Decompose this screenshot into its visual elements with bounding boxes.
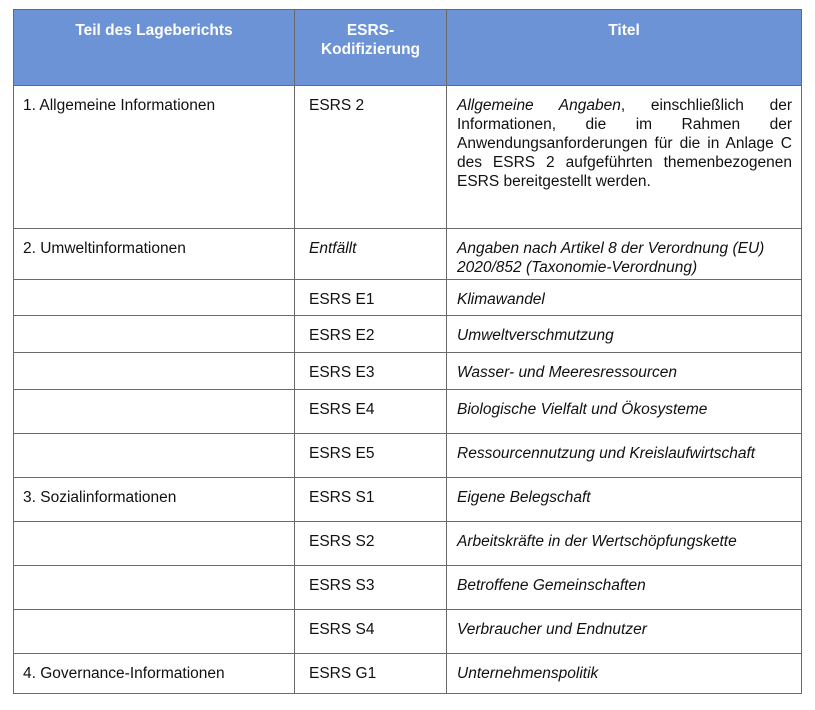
cell-part [14, 434, 295, 478]
table-row [14, 390, 802, 434]
cell-title: Verbraucher und Endnutzer [447, 610, 802, 654]
cell-code: ESRS 2 [295, 86, 447, 229]
cell-part [14, 353, 295, 390]
cell-title [447, 86, 802, 229]
cell-code: ESRS S3 [295, 566, 447, 610]
cell-code: ESRS G1 [295, 654, 447, 694]
header-code: ESRS- Kodifizierung [295, 10, 447, 86]
cell-title: Eigene Belegschaft [447, 478, 802, 522]
cell-title: Ressourcennutzung und Kreislaufwirtschaft [447, 434, 802, 478]
cell-part [14, 610, 295, 654]
cell-part [14, 566, 295, 610]
cell-code: ESRS E4 [295, 390, 447, 434]
cell-part [14, 390, 295, 434]
cell-title: Umweltverschmutzung [447, 316, 802, 353]
table-row [14, 522, 802, 566]
header-title: Titel [447, 10, 802, 86]
table-row [14, 434, 802, 478]
table-row [14, 654, 802, 694]
cell-code: ESRS S2 [295, 522, 447, 566]
cell-code: ESRS E2 [295, 316, 447, 353]
cell-part [14, 522, 295, 566]
cell-title: Angaben nach Artikel 8 der Verordnung (EU) 2020/852 (Taxonomie-Verordnung) [447, 229, 802, 280]
table-row [14, 280, 802, 316]
cell-title-italic: Allgemeine Angaben [457, 97, 621, 114]
cell-part [14, 316, 295, 353]
table-header-row [14, 10, 802, 86]
cell-code: Entfällt [295, 229, 447, 280]
cell-code: ESRS S1 [295, 478, 447, 522]
cell-title: Arbeitskräfte in der Wertschöpfungskette [447, 522, 802, 566]
cell-title-rest: , einschließlich der Informationen, die im Rahmen der Anwendungsanforderungen für die in Anlage C des ESRS 2 aufgeführten themenbezogenen ESRS bereitgestellt werden. [457, 97, 793, 190]
esrs-table [13, 9, 802, 694]
cell-part: 2. Umweltinformationen [14, 229, 295, 280]
cell-part: 3. Sozialinformationen [14, 478, 295, 522]
header-part: Teil des Lageberichts [14, 10, 295, 86]
cell-part: 1. Allgemeine Informationen [14, 86, 295, 229]
table-row [14, 478, 802, 522]
table-row [14, 86, 802, 229]
cell-title: Unternehmenspolitik [447, 654, 802, 694]
table-row [14, 566, 802, 610]
cell-part: 4. Governance-Informationen [14, 654, 295, 694]
cell-code: ESRS E5 [295, 434, 447, 478]
cell-code: ESRS E3 [295, 353, 447, 390]
cell-title: Betroffene Gemeinschaften [447, 566, 802, 610]
cell-title: Klimawandel [447, 280, 802, 316]
table-row [14, 353, 802, 390]
table-row [14, 229, 802, 280]
cell-code: ESRS E1 [295, 280, 447, 316]
table-row [14, 610, 802, 654]
cell-title: Wasser- und Meeresressourcen [447, 353, 802, 390]
cell-title: Biologische Vielfalt und Ökosysteme [447, 390, 802, 434]
cell-part [14, 280, 295, 316]
table-row [14, 316, 802, 353]
cell-code: ESRS S4 [295, 610, 447, 654]
